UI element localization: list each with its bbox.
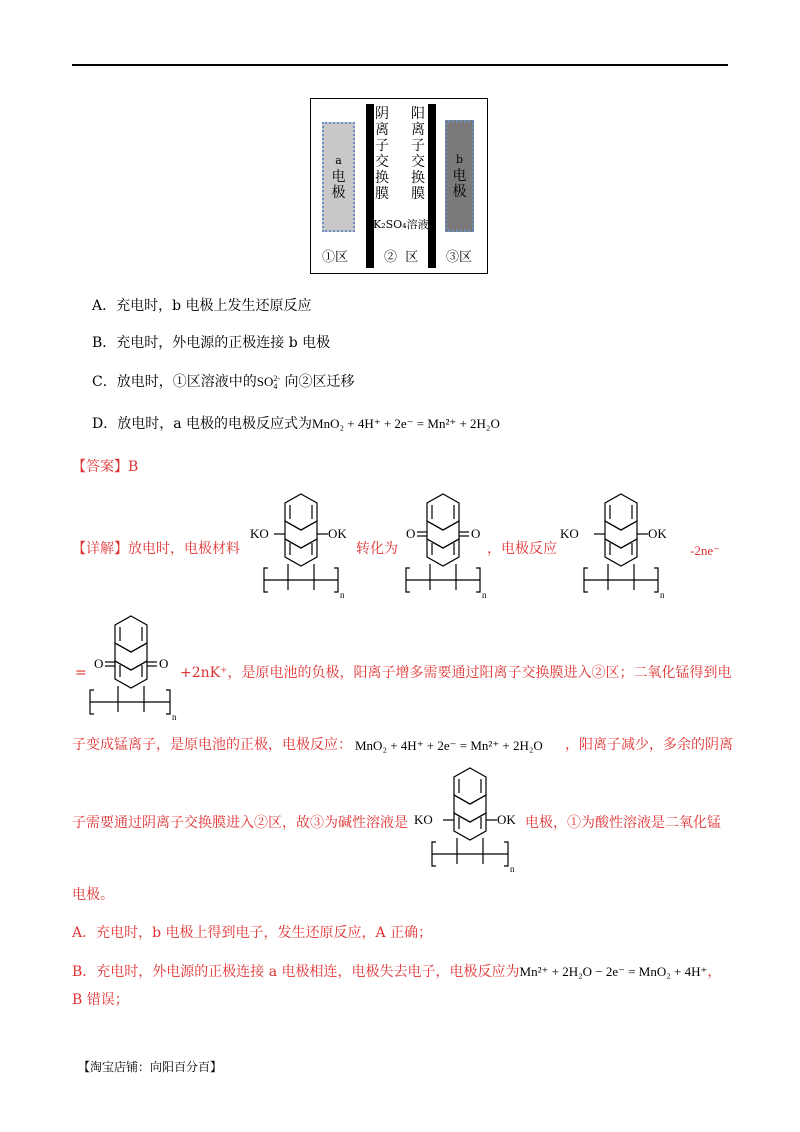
svg-text:n: n <box>340 590 345 600</box>
anion-exchange-membrane <box>366 104 374 268</box>
explanation-line-4-tail: 电极，①为酸性溶液是二氧化锰 <box>525 815 721 831</box>
solution-label: K₂SO₄溶液 <box>373 218 429 231</box>
option-c-text: C．放电时，①区溶液中的 <box>92 374 257 390</box>
svg-text:n: n <box>660 590 665 600</box>
answer-label: 【答案】 <box>72 459 128 475</box>
option-a: A．充电时，b 电极上发生还原反应 <box>92 298 312 314</box>
footer-shop: 【淘宝店铺：向阳百分百】 <box>78 1060 223 1074</box>
explanation-electrons: -2ne⁻ <box>690 543 720 558</box>
explanation-equals: = <box>75 665 87 681</box>
option-c <box>92 373 354 391</box>
zone-1-label: ①区 <box>322 250 349 265</box>
option-c-tail: 向②区迁移 <box>284 374 355 390</box>
svg-text:n: n <box>510 864 515 874</box>
zone-3-label: ③区 <box>446 250 473 265</box>
svg-text:OK: OK <box>497 812 516 827</box>
option-d-text: D．放电时，a 电极的电极反应式为 <box>92 416 313 432</box>
electrode-a-label: 电极 <box>331 169 346 201</box>
explanation-line-4: 子需要通过阴离子交换膜进入②区，故③为碱性溶液是 <box>72 815 408 831</box>
svg-text:n: n <box>482 590 487 600</box>
polymer-ko-ok-structure-1 <box>236 486 366 604</box>
explanation-option-b-equation: Mn²⁺ + 2H₂O − 2e⁻ = MnO₂ + 4H⁺ <box>519 964 708 979</box>
explanation-label: 【详解】 <box>72 541 128 557</box>
explanation-option-b: B．充电时，外电源的正极连接 a 电极相连，电极失去电子，电极反应为Mn²⁺ + 2H₂O − 2e⁻ = MnO₂ + 4H⁺， <box>72 964 722 980</box>
svg-text:O: O <box>406 526 416 541</box>
electrode-a <box>322 122 355 232</box>
explanation-option-b-end: B 错误； <box>72 992 129 1008</box>
polymer-ko-ok-structure-2 <box>556 486 686 604</box>
answer-value: B <box>128 459 139 475</box>
option-b: B．充电时，外电源的正极连接 b 电极 <box>92 335 331 351</box>
cation-membrane-label: 阳离子交换膜 <box>411 106 425 202</box>
option-d <box>92 415 500 433</box>
electrode-b-label: 电极 <box>452 168 467 200</box>
header-rule <box>72 64 728 66</box>
explanation-line-3: 子变成锰离子，是原电池的正极，电极反应： <box>72 737 352 753</box>
explanation-option-a: A．充电时，b 电极上得到电子，发生还原反应，A 正确； <box>72 925 433 941</box>
explanation-line-5: 电极。 <box>72 887 114 903</box>
electrode-a-letter: a <box>335 154 342 167</box>
svg-text:OK: OK <box>648 526 667 541</box>
explanation-reaction: ，电极反应 <box>487 541 557 557</box>
explanation-line-3-equation: MnO₂ + 4H⁺ + 2e⁻ = Mn²⁺ + 2H₂O <box>355 738 543 753</box>
explanation-line-2: +2nK⁺，是原电池的负极，阳离子增多需要通过阳离子交换膜进入②区；二氧化锰得到电 <box>180 665 732 681</box>
svg-text:KO: KO <box>560 526 579 541</box>
svg-text:O: O <box>94 656 104 671</box>
explanation-line-3-tail: ，阳离子减少，多余的阴离 <box>565 737 733 753</box>
electrode-b <box>445 120 474 232</box>
explanation-line-1-start: 【详解】放电时，电极材料 <box>72 541 240 557</box>
option-d-equation: MnO₂ + 4H⁺ + 2e⁻ = Mn²⁺ + 2H₂O <box>312 416 500 431</box>
svg-text:KO: KO <box>250 526 269 541</box>
anion-membrane-label: 阴离子交换膜 <box>375 106 389 202</box>
polymer-quinone-structure-2 <box>76 608 186 726</box>
explanation-converts-to: 转化为 <box>356 541 398 557</box>
polymer-quinone-structure-1 <box>398 486 498 604</box>
polymer-ko-ok-structure-3 <box>410 760 530 878</box>
electrode-b-letter: b <box>455 153 464 166</box>
svg-text:O: O <box>159 656 169 671</box>
svg-text:OK: OK <box>328 526 347 541</box>
zone-2-label: ② 区 <box>384 250 419 265</box>
cation-exchange-membrane <box>428 104 436 268</box>
answer <box>72 458 138 476</box>
svg-text:O: O <box>471 526 481 541</box>
svg-text:KO: KO <box>414 812 433 827</box>
svg-text:n: n <box>172 712 177 722</box>
sulfate-ion: SO 2- 4 <box>256 374 281 392</box>
